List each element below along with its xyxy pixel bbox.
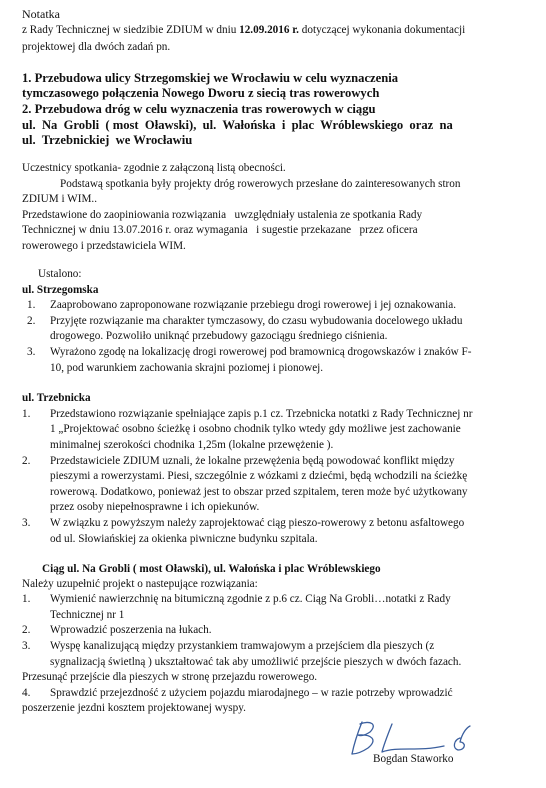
task-2-line-2: ul. Na Grobli ( most Oławski), ul. Wałońska i plac Wróblewskiego oraz na bbox=[22, 118, 453, 132]
grobli-item-1-num: 1. bbox=[22, 593, 31, 605]
task-1-line-1: 1. Przebudowa ulicy Strzegomskiej we Wrocławiu w celu wyznaczenia bbox=[22, 71, 399, 85]
trzebnicka-item-1-line-2: 1 „Projektować osobno ścieżkę i osobno chodnik tylko wtedy gdy możliwe jest zachowanie bbox=[50, 423, 461, 435]
trzebnicka-item-1-line-3: minimalnej szerokości chodnika 1,25m (lokalne przewężenie ). bbox=[50, 439, 334, 451]
trzebnicka-item-2-line-1: Przedstawiciele ZDIUM uznali, że lokalne przewężenia będą powodować konflikt między bbox=[50, 455, 455, 467]
header-line-2: projektowej dla dwóch zadań pn. bbox=[22, 41, 171, 53]
grobli-item-3-line-3: Przesunąć przejście dla pieszych w stronę przejazdu rowerowego. bbox=[22, 671, 318, 683]
trzebnicka-item-2-line-3: rowerową. Dodatkowo, ponieważ jest to obszar przed szpitalem, teren może być użytkowany bbox=[50, 486, 468, 498]
participants-line: Uczestnicy spotkania- zgodnie z załączoną listą obecności. bbox=[22, 162, 286, 174]
strzegomska-item-2-num: 2. bbox=[27, 315, 36, 327]
strzegomska-item-3-line-1: Wyrażono zgodę na lokalizację drogi rowerowej pod bramownicą drogowskazów i znaków F- bbox=[50, 346, 472, 358]
strzegomska-heading: ul. Strzegomska bbox=[22, 284, 99, 296]
meeting-date: 12.09.2016 r. bbox=[239, 24, 299, 36]
presented-line-2: Technicznej w dniu 13.07.2016 r. oraz wymagania i sugestie przekazane przez oficera bbox=[22, 224, 418, 236]
task-2-line-3: ul. Trzebnickiej we Wrocławiu bbox=[22, 133, 193, 147]
strzegomska-item-1-num: 1. bbox=[27, 299, 36, 311]
basis-line-2: ZDIUM i WIM.. bbox=[22, 193, 97, 205]
header-line-1 bbox=[22, 24, 522, 37]
task-2-line-1: 2. Przebudowa dróg w celu wyznaczenia tras rowerowych w ciągu bbox=[22, 102, 376, 116]
grobli-item-3-line-2: sygnalizacją świetlną ) ukształtować tak aby umożliwić przejście pieszych w dwóch fazach. bbox=[50, 656, 462, 668]
document-title: Notatka bbox=[22, 7, 60, 21]
task-1-line-2: tymczasowego połączenia Nowego Dworu z siecią tras rowerowych bbox=[22, 86, 380, 100]
trzebnicka-heading: ul. Trzebnicka bbox=[22, 392, 91, 404]
header-prefix: z Rady Technicznej w siedzibie ZDIUM w dniu bbox=[22, 24, 240, 36]
grobli-item-4-line-2: poszerzenie jezdni kosztem projektowanej wyspy. bbox=[22, 702, 246, 714]
trzebnicka-item-3-line-2: od ul. Słowiańskiej za okienka piwniczne budynku szpitala. bbox=[50, 533, 318, 545]
grobli-item-1-line-1: Wymienić nawierzchnię na bitumiczną zgodnie z p.6 cz. Ciąg Na Grobli…notatki z Rady bbox=[50, 593, 451, 605]
grobli-item-2-num: 2. bbox=[22, 624, 31, 636]
trzebnicka-item-2-line-2: pieszymi a rowerzystami. Piesi, szczególnie z wózkami z dziećmi, będą wchodzili na ścieżkę bbox=[50, 470, 468, 482]
trzebnicka-item-1-line-1: Przedstawiono rozwiązanie spełniające zapis p.1 cz. Trzebnicka notatki z Rady Technicznej nr bbox=[50, 408, 473, 420]
trzebnicka-item-2-num: 2. bbox=[22, 455, 31, 467]
strzegomska-item-3-num: 3. bbox=[27, 346, 36, 358]
strzegomska-item-3-line-2: 10, pod warunkiem zachowania skrajni poziomej i pionowej. bbox=[50, 362, 324, 374]
strzegomska-item-2-line-1: Przyjęte rozwiązanie ma charakter tymczasowy, do czasu wybudowania docelowego układu bbox=[50, 315, 463, 327]
basis-line-1: Podstawą spotkania były projekty dróg rowerowych przesłane do zainteresowanych stron bbox=[60, 178, 461, 190]
ustalono-label: Ustalono: bbox=[38, 268, 82, 280]
grobli-item-3-num: 3. bbox=[22, 640, 31, 652]
presented-line-3: rowerowego i przedstawiciela WIM. bbox=[22, 240, 186, 252]
grobli-item-4-num: 4. bbox=[22, 687, 31, 699]
signatory-name: Bogdan Staworko bbox=[373, 753, 454, 765]
strzegomska-item-1-line-1: Zaaprobowano zaproponowane rozwiązanie przebiegu drogi rowerowej i jej oznakowania. bbox=[50, 299, 456, 311]
header-suffix: dotyczącej wykonania dokumentacji bbox=[298, 24, 466, 36]
presented-line-1: Przedstawione do zaopiniowania rozwiązania uwzględniały ustalenia ze spotkania Rady bbox=[22, 209, 423, 221]
trzebnicka-item-3-num: 3. bbox=[22, 517, 31, 529]
grobli-heading: Ciąg ul. Na Grobli ( most Oławski), ul. Wałońska i plac Wróblewskiego bbox=[42, 563, 381, 575]
trzebnicka-item-1-num: 1. bbox=[22, 408, 31, 420]
trzebnicka-item-2-line-4: przez osoby niepełnosprawne i ich opiekunów. bbox=[50, 501, 260, 513]
grobli-item-2-line-1: Wprowadzić poszerzenia na łukach. bbox=[50, 624, 212, 636]
grobli-intro: Należy uzupełnić projekt o nastepujące rozwiązania: bbox=[22, 578, 258, 590]
trzebnicka-item-3-line-1: W związku z powyższym należy zaprojektować ciąg pieszo-rowerowy z betonu asfaltowego bbox=[50, 517, 465, 529]
strzegomska-item-2-line-2: drogowego. Pozwoliło uniknąć przebudowy gazociągu średniego ciśnienia. bbox=[50, 330, 388, 342]
grobli-item-4-line-1: Sprawdzić przejezdność z użyciem pojazdu miarodajnego – w razie potrzeby wprowadzić bbox=[50, 687, 453, 699]
grobli-item-1-line-2: Technicznej nr 1 bbox=[50, 609, 125, 621]
grobli-item-3-line-1: Wyspę kanalizującą między przystankiem tramwajowym a przejściem dla pieszych (z bbox=[50, 640, 435, 652]
